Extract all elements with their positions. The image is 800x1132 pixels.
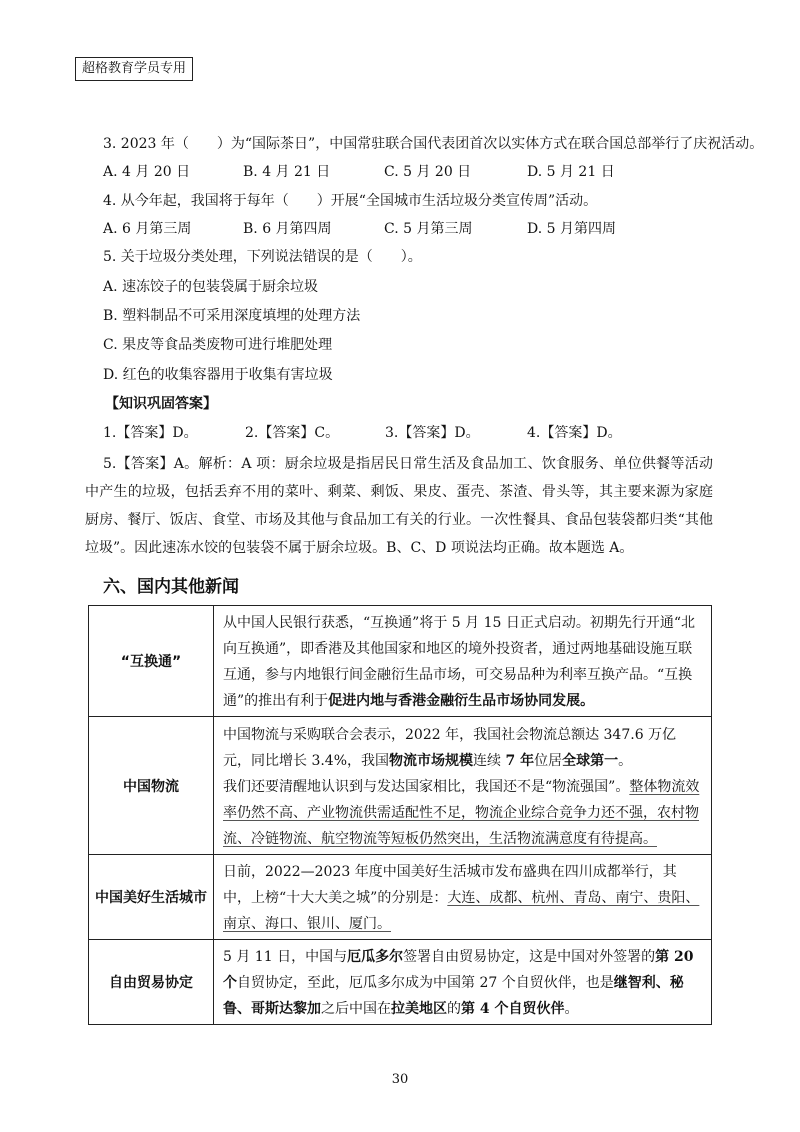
question-5-option-b: B. 塑料制品不可采用深度填埋的处理方法 bbox=[103, 308, 361, 324]
question-4-option-a: A. 6 月第三周 bbox=[103, 221, 192, 237]
answer-3: 3.【答案】D。 bbox=[385, 425, 480, 441]
news-highlight: 7 年 bbox=[505, 752, 535, 769]
answer-1: 1.【答案】D。 bbox=[103, 425, 198, 441]
news-paragraph bbox=[223, 722, 703, 774]
news-content-better-life-cities bbox=[214, 855, 712, 940]
news-highlight: 全球第一 bbox=[562, 752, 619, 769]
section-title: 六、国内其他新闻 bbox=[103, 577, 239, 597]
news-content-swap-connect bbox=[214, 606, 712, 717]
news-label-swap-connect: “互换通” bbox=[89, 606, 214, 717]
news-text: 从中国人民银行获悉，“互换通”将于 5 月 15 日正式启动。初期先行开通“北向互换通”，即香港及其他国家和地区的境外投资者，通过两地基础设施互联互通，参与内地银行间金融衍生品市场，可交易品种为利率互换产品。“互换通”的推出有利于 bbox=[223, 615, 695, 709]
question-5-option-c: C. 果皮等食品类废物可进行堆肥处理 bbox=[103, 337, 333, 353]
news-highlight: 第 4 个自贸伙伴 bbox=[461, 1001, 565, 1017]
student-only-tag: 超格教育学员专用 bbox=[75, 57, 193, 81]
news-content-logistics bbox=[214, 717, 712, 855]
news-text: 的 bbox=[447, 1001, 461, 1017]
news-label-free-trade: 自由贸易协定 bbox=[89, 940, 214, 1025]
page-number: 30 bbox=[391, 1072, 409, 1087]
news-text: 位居 bbox=[534, 752, 563, 769]
news-row bbox=[89, 606, 712, 717]
question-3-option-b: B. 4 月 21 日 bbox=[243, 164, 331, 180]
news-text: 。 bbox=[564, 1001, 579, 1017]
news-highlight: 促进内地与香港金融衍生品市场协同发展。 bbox=[328, 693, 595, 709]
news-text: 5 月 11 日，中国与 bbox=[223, 949, 348, 965]
answer-4: 4.【答案】D。 bbox=[527, 425, 622, 441]
question-4-option-b: B. 6 月第四周 bbox=[243, 221, 332, 237]
news-text: 日前，2022—2023 年度中国美好生活城市发布盛典在四川成都举行，其中，上榜“十大大美之城”的分别是： bbox=[223, 864, 677, 906]
answers-title: 【知识巩固答案】 bbox=[105, 396, 217, 412]
news-text: 我们还要清醒地认识到与发达国家相比，我国还不是“物流强国”。 bbox=[223, 778, 630, 795]
question-5-option-d: D. 红色的收集容器用于收集有害垃圾 bbox=[103, 367, 333, 383]
news-text: 签署自由贸易协定，这是中国对外签署的 bbox=[403, 949, 656, 965]
news-text: 自贸协定，至此，厄瓜多尔成为中国第 27 个自贸伙伴，也是 bbox=[237, 975, 614, 991]
answer-2: 2.【答案】C。 bbox=[245, 425, 340, 441]
news-text: 连续 bbox=[473, 752, 506, 769]
news-underlined: 整体物流效率仍然不高、产业物流供需适配性不足，物流企业综合竞争力还不强，农村物流、冷链物流、航空物流等短板仍然突出，生活物流满意度有待提高。 bbox=[223, 778, 700, 847]
question-5-stem: 5. 关于垃圾分类处理，下列说法错误的是（ ）。 bbox=[103, 249, 422, 265]
news-text: 中国物流与采购联合会表示，2022 年，我国社会物流总额达 347.6 万亿元，同比增长 3.4%，我国 bbox=[223, 726, 677, 769]
question-3-option-c: C. 5 月 20 日 bbox=[384, 164, 472, 180]
news-text: 。 bbox=[618, 752, 633, 769]
news-underlined: 大连、成都、杭州、青岛、南宁、贵阳、南京、海口、银川、厦门。 bbox=[223, 890, 700, 932]
news-paragraph bbox=[223, 774, 703, 852]
question-5-option-a: A. 速冻饺子的包装袋属于厨余垃圾 bbox=[103, 279, 319, 295]
news-highlight: 第 20 个 bbox=[223, 949, 694, 991]
news-row bbox=[89, 855, 712, 940]
news-highlight: 厄瓜多尔 bbox=[347, 949, 404, 965]
question-3-stem: 3. 2023 年（ ）为“国际茶日”，中国常驻联合国代表团首次以实体方式在联合国总部举行了庆祝活动。 bbox=[103, 136, 764, 152]
news-row bbox=[89, 717, 712, 855]
news-label-logistics: 中国物流 bbox=[89, 717, 214, 855]
question-4-stem: 4. 从今年起，我国将于每年（ ）开展“全国城市生活垃圾分类宣传周”活动。 bbox=[103, 193, 598, 209]
question-3-option-d: D. 5 月 21 日 bbox=[527, 164, 615, 180]
news-highlight: 拉美地区 bbox=[391, 1001, 447, 1017]
news-content-free-trade bbox=[214, 940, 712, 1025]
question-4-option-d: D. 5 月第四周 bbox=[527, 221, 616, 237]
news-row bbox=[89, 940, 712, 1025]
news-text: 之后中国在 bbox=[321, 1001, 391, 1017]
news-label-better-life-cities: 中国美好生活城市 bbox=[89, 855, 214, 940]
news-table bbox=[88, 605, 712, 1025]
answer-5-explanation: 5.【答案】A。解析：A 项：厨余垃圾是指居民日常生活及食品加工、饮食服务、单位供餐等活动中产生的垃圾，包括丢弃不用的菜叶、剩菜、剩饭、果皮、蛋壳、茶渣、骨头等，其主要来源为家庭厨房、餐厅、饭店、食堂、市场及其他与食品加工有关的行业。一次性餐具、食品包装袋都归类“其他垃圾”。因此速冻水饺的包装袋不属于厨余垃圾。B、C、D 项说法均正确。故本题选 A。 bbox=[85, 456, 713, 556]
news-highlight: 继智利、秘鲁、哥斯达黎加 bbox=[223, 975, 684, 1017]
news-highlight: 物流市场规模 bbox=[389, 752, 474, 769]
question-4-option-c: C. 5 月第三周 bbox=[384, 221, 473, 237]
question-3-option-a: A. 4 月 20 日 bbox=[103, 164, 191, 180]
